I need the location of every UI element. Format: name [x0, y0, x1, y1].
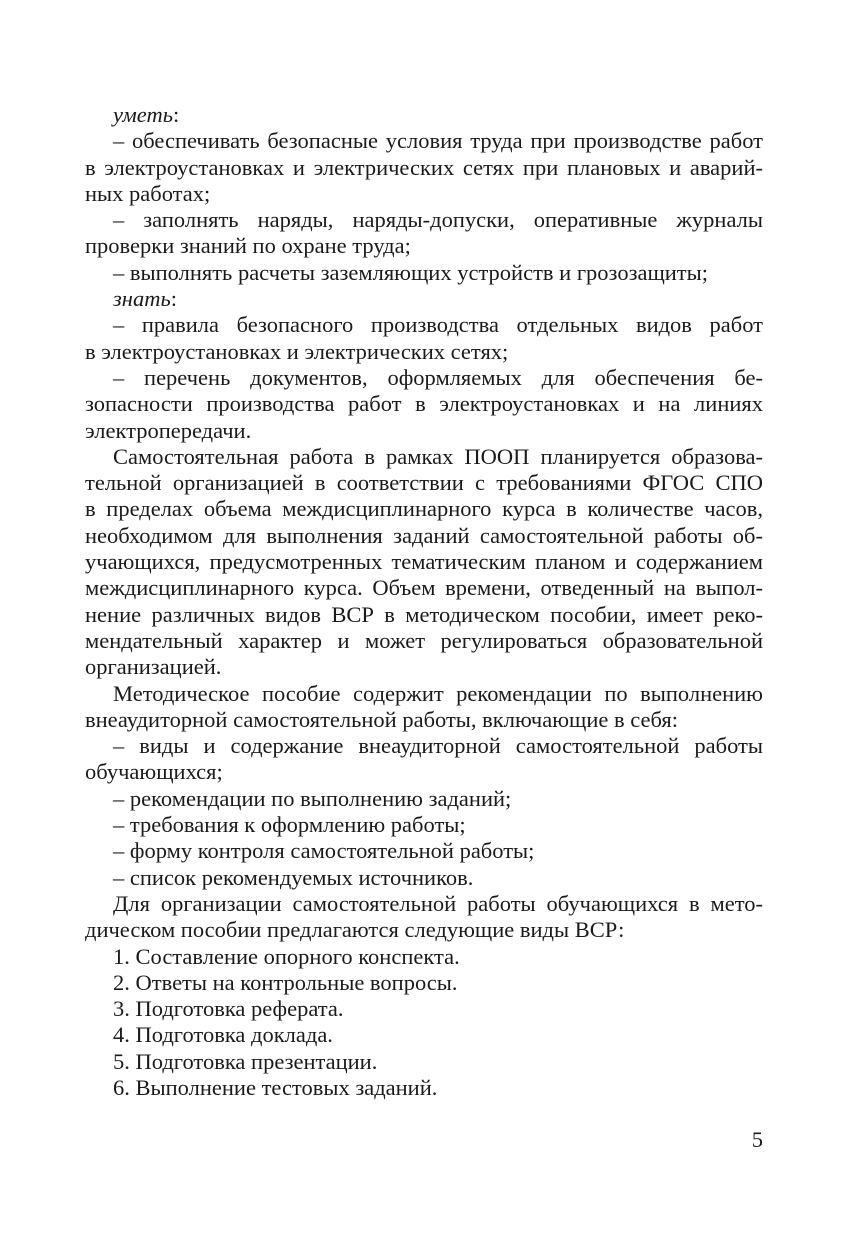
- paragraph-skills-heading: [85, 102, 763, 128]
- text-line: [85, 286, 763, 312]
- numbered-list-item: [85, 944, 763, 970]
- page-body: [85, 102, 763, 1101]
- text-segment: уметь: [113, 102, 173, 127]
- text-line: учающихся, предусмотренных тематическим планом и содержанием: [85, 549, 763, 575]
- paragraph: [85, 681, 763, 734]
- numbered-list-item: [85, 1075, 763, 1101]
- text-line: – выполнять расчеты заземляющих устройств и грозозащиты;: [113, 259, 709, 285]
- paragraph: [85, 891, 763, 944]
- text-line: организацией.: [85, 654, 222, 680]
- text-segment: :: [170, 286, 177, 312]
- paragraph-knowledge-heading: [85, 286, 763, 312]
- text-line: – список рекомендуемых источников.: [113, 864, 474, 890]
- text-line: 2. Ответы на контрольные вопросы.: [113, 969, 458, 995]
- list-item: [85, 312, 763, 365]
- text-line: необходимом для выполнения заданий самостоятельной работы об-: [85, 522, 763, 548]
- text-line: мендательный характер и может регулироваться образовательной: [85, 627, 763, 653]
- text-line: ных работах;: [85, 180, 211, 206]
- numbered-list-item: [85, 970, 763, 996]
- text-line: – правила безопасного производства отдельных видов работ: [113, 312, 763, 338]
- text-line: нение различных видов ВСР в методическом пособии, имеет реко-: [85, 601, 763, 627]
- page-number: 5: [751, 1127, 763, 1152]
- list-item: [85, 733, 763, 786]
- list-item: [85, 865, 763, 891]
- text-segment: знать: [113, 286, 171, 312]
- numbered-list-item: [85, 1049, 763, 1075]
- text-segment: :: [172, 102, 180, 127]
- text-line: Для организации самостоятельной работы обучающихся в мето-: [113, 890, 763, 916]
- paragraph: [85, 444, 763, 681]
- text-line: 4. Подготовка доклада.: [113, 1022, 333, 1048]
- list-item: [85, 786, 763, 812]
- text-line: обучающихся;: [85, 759, 223, 785]
- list-item: [85, 207, 763, 260]
- text-line: – рекомендации по выполнению заданий;: [113, 785, 512, 811]
- text-line: Самостоятельная работа в рамках ПООП планируется образова-: [113, 443, 763, 469]
- text-line: [85, 102, 763, 128]
- text-line: зопасности производства работ в электроустановках и на линиях: [85, 391, 763, 417]
- list-item: [85, 365, 763, 444]
- text-line: электропередачи.: [85, 417, 252, 443]
- text-line: тельной организацией в соответствии с требованиями ФГОС СПО: [85, 470, 763, 496]
- list-item: [85, 260, 763, 286]
- list-item: [85, 812, 763, 838]
- text-line: в электроустановках и электрических сетях;: [85, 338, 509, 364]
- text-line: – требования к оформлению работы;: [113, 812, 466, 838]
- list-item: [85, 838, 763, 864]
- text-line: проверки знаний по охране труда;: [85, 233, 411, 259]
- text-line: – обеспечивать безопасные условия труда при производстве работ: [113, 128, 763, 154]
- text-line: в пределах объема междисциплинарного курса в количестве часов,: [85, 496, 763, 522]
- text-line: междисциплинарного курса. Объем времени, отведенный на выпол-: [85, 575, 763, 601]
- text-line: Методическое пособие содержит рекомендации по выполнению: [113, 680, 763, 706]
- text-line: – заполнять наряды, наряды-допуски, оперативные журналы: [113, 207, 763, 233]
- text-line: – виды и содержание внеаудиторной самостоятельной работы: [113, 733, 763, 759]
- text-line: 3. Подготовка реферата.: [113, 996, 344, 1022]
- text-line: – перечень документов, оформляемых для обеспечения бе-: [113, 364, 763, 390]
- text-line: – форму контроля самостоятельной работы;: [113, 838, 535, 864]
- text-line: 6. Выполнение тестовых заданий.: [113, 1074, 438, 1100]
- text-line: в электроустановках и электрических сетях при плановых и аварий-: [85, 154, 763, 180]
- text-line: дическом пособии предлагаются следующие виды ВСР:: [85, 917, 625, 943]
- text-line: 1. Составление опорного конспекта.: [113, 943, 460, 969]
- text-line: внеаудиторной самостоятельной работы, включающие в себя:: [85, 706, 678, 732]
- list-item: [85, 128, 763, 207]
- numbered-list-item: [85, 1022, 763, 1048]
- text-line: 5. Подготовка презентации.: [113, 1048, 378, 1074]
- numbered-list-item: [85, 996, 763, 1022]
